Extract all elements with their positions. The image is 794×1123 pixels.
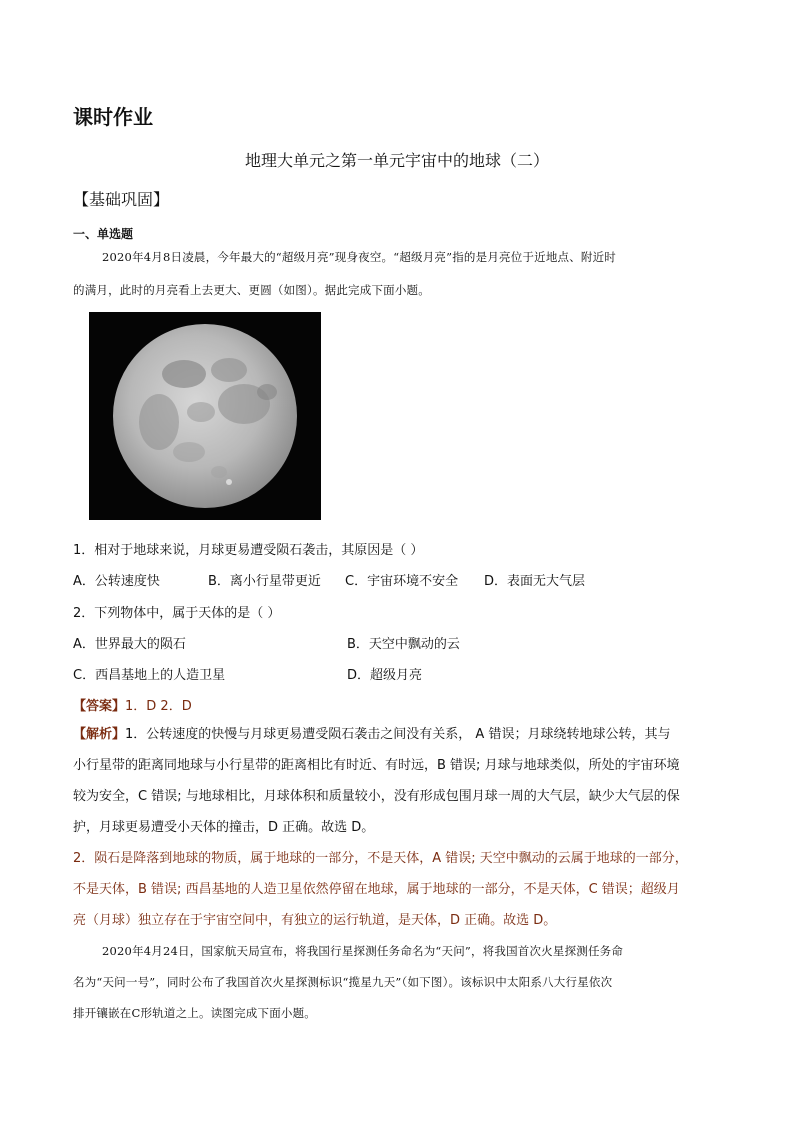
explanation-p1-line-4: 护，月球更易遭受小天体的撞击，D 正确。故选 D。 (73, 820, 375, 835)
intro2-line-2: 名为“天问一号”，同时公布了我国首次火星探测标识“揽星九天”（如下图）。该标识中太阳系八大行星依次 (73, 975, 613, 989)
moon-icon (89, 312, 321, 520)
question-2-option-c: C．西昌基地上的人造卫星 (73, 668, 226, 683)
explanation-paragraph-2 (73, 843, 688, 936)
answer-text: 1．D 2．D (125, 699, 192, 714)
explanation-label: 【解析】 (73, 727, 126, 742)
explanation-p1-line-2: 小行星带的距离同地球与小行星带的距离相比有时近、有时远，B 错误; 月球与地球类似，所处的宇宙环境 (73, 758, 680, 773)
intro2-line-3: 排开镶嵌在C形轨道之上。读图完成下面小题。 (73, 1006, 316, 1020)
question-2-option-d: D．超级月亮 (347, 668, 423, 683)
question-1-option-c: C．宇宙环境不安全 (345, 574, 459, 589)
explanation-paragraph-1 (73, 719, 680, 843)
explanation-p2-line-2: 不是天体，B 错误; 西昌基地的人造卫星依然停留在地球，属于地球的一部分，不是天体，C 错误；超级月 (73, 882, 680, 897)
question-1-option-a: A．公转速度快 (73, 574, 160, 589)
explanation-p1-line-1: 1．公转速度的快慢与月球更易遭受陨石袭击之间没有关系， A 错误；月球绕转地球公转，其与 (125, 727, 671, 742)
answer-label: 【答案】 (73, 699, 126, 714)
question-1-stem: 1．相对于地球来说，月球更易遭受陨石袭击，其原因是（ ） (73, 543, 424, 558)
section-heading: 【基础巩固】 (73, 190, 170, 209)
question-type-heading: 一、单选题 (73, 227, 134, 241)
intro-line-2: 的满月，此时的月亮看上去更大、更圆（如图）。据此完成下面小题。 (73, 283, 430, 297)
super-moon-image (89, 312, 321, 520)
question-2-stem: 2．下列物体中，属于天体的是（ ） (73, 606, 281, 621)
question-1-option-b: B．离小行星带更近 (208, 574, 321, 589)
intro-line-1: 2020年4月8日凌晨，今年最大的“超级月亮”现身夜空。“超级月亮”指的是月亮位于近地点、附近时 (102, 250, 617, 264)
unit-subtitle: 地理大单元之第一单元宇宙中的地球（二） (244, 151, 549, 170)
intro2-line-1: 2020年4月24日，国家航天局宣布，将我国行星探测任务命名为“天问”，将我国首次火星探测任务命 (102, 944, 624, 958)
question-2-option-b: B．天空中飘动的云 (347, 637, 460, 652)
explanation-p1-line-3: 较为安全，C 错误; 与地球相比，月球体积和质量较小，没有形成包围月球一周的大气层，缺少大气层的保 (73, 789, 680, 804)
answer-line (73, 695, 192, 714)
explanation-p2-line-1: 2．陨石是降落到地球的物质，属于地球的一部分，不是天体，A 错误; 天空中飘动的云属于地球的一部分， (73, 851, 688, 866)
question-2-option-a: A．世界最大的陨石 (73, 637, 186, 652)
explanation-p2-line-3: 亮（月球）独立存在于宇宙空间中，有独立的运行轨道，是天体，D 正确。故选 D。 (73, 913, 557, 928)
document-title: 课时作业 (73, 105, 153, 129)
question-1-option-d: D．表面无大气层 (484, 574, 586, 589)
